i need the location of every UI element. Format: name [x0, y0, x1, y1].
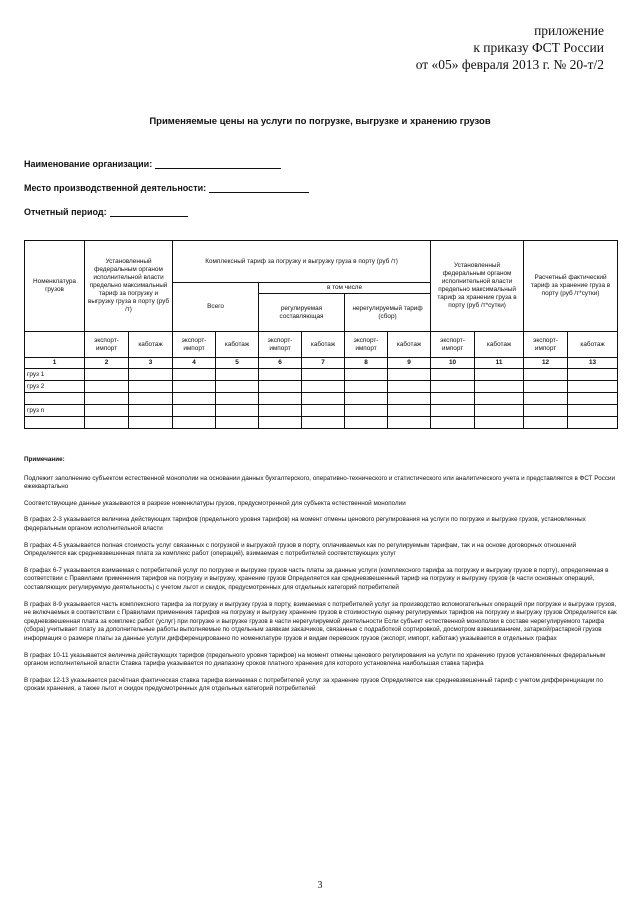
note-paragraph: В графах 12-13 указывается расчётная фактическая ставка тарифа взимаемая с потребителей услуг за хранение грузов Определяется как средневзвешенный тариф с учетом дифференциации по срокам хранения, а также льгот и скидок предусмотренных для отдельных категорий потребителей	[24, 676, 604, 693]
note-paragraph: В графах 10-11 указывается величина действующих тарифов (предельного уровня тарифов) на момент отмены ценового регулирования на услуги по хранению грузов установленных федеральным органом исполнительной власти Ставка тарифа указывается по диапазону сроков платного хранения для которого установлена наибольшая ставка тарифа	[24, 651, 606, 668]
header-total: Всего	[173, 283, 259, 332]
column-number: 9	[388, 358, 431, 369]
header-storage-max: Установленный федеральным органом исполнительной власти предельно максимальный тариф за хранение груза в порту (руб /т*сутки)	[431, 241, 524, 332]
organization-label: Наименование организации:	[24, 159, 153, 169]
subheader-cabotage: каботаж	[302, 332, 345, 358]
period-field	[24, 206, 188, 217]
column-number: 10	[431, 358, 475, 369]
header-max-tariff: Установленный федеральным органом исполнительной власти предельно максимальный тариф за погрузку и выгрузку груза в порту (руб /т)	[85, 241, 173, 332]
location-line	[209, 182, 309, 193]
column-number: 7	[302, 358, 345, 369]
header-complex-tariff: Комплексный тариф за погрузку и выгрузку груза в порту (руб /т)	[173, 241, 431, 283]
note-paragraph: Соответствующие данные указываются в разрезе номенклатуры грузов, предусмотренной для субъекта естественной монополии	[24, 499, 406, 507]
subheader-export-import: экспорт-импорт	[173, 332, 216, 358]
column-number: 4	[173, 358, 216, 369]
table-row	[25, 381, 618, 393]
table-row	[25, 393, 618, 405]
column-number: 2	[85, 358, 129, 369]
note-paragraph: В графах 4-5 указывается полная стоимость услуг связанных с погрузкой и выгрузкой грузов в порту, оплачиваемых как по регулируемым тарифам, так и на основе договорных отношений Определяется как средневзвешенная плата за комплекс работ (операций), взимаемая с потребителей соответствующих услуг	[24, 541, 577, 558]
subheader-cabotage: каботаж	[129, 332, 173, 358]
subheader-cabotage: каботаж	[216, 332, 259, 358]
subheader-export-import: экспорт-импорт	[431, 332, 475, 358]
column-number: 6	[259, 358, 302, 369]
location-label: Место производственной деятельности:	[24, 183, 207, 193]
subheader-export-import: экспорт-импорт	[345, 332, 388, 358]
annex-line-1: приложение	[534, 23, 604, 38]
annex-line-2: к приказу ФСТ России	[473, 40, 604, 55]
column-number: 8	[345, 358, 388, 369]
header-cargo: Номенклатура грузов	[25, 241, 85, 332]
subheader-export-import: экспорт-импорт	[259, 332, 302, 358]
column-number: 13	[568, 358, 618, 369]
subheader-export-import: экспорт-импорт	[524, 332, 568, 358]
subheader-cabotage: каботаж	[388, 332, 431, 358]
subheader-cabotage: каботаж	[568, 332, 618, 358]
cargo-name	[25, 393, 85, 405]
column-number: 11	[475, 358, 524, 369]
header-including: в том числе	[259, 283, 431, 294]
column-number-row	[25, 358, 618, 369]
page-number: 3	[317, 880, 323, 891]
table-row	[25, 369, 618, 381]
column-number: 1	[25, 358, 85, 369]
cargo-name: груз 2	[25, 381, 85, 393]
note-paragraph: В графах 8-9 указывается часть комплексного тарифа за погрузку и выгрузку груза в порту, взимаемая с потребителей услуг за производство вспомогательных операций при погрузке и выгрузке грузов, не включаемых в соответствии с Правилами применения тарифов на погрузку и выгрузку хранение грузов в стоимостную оценку регулируемых тарифов на погрузку и выгрузку грузов Определяется как средневзвешенная плата за комплекс работ (услуг) при погрузке и выгрузке грузов в части нерегулируемой деятельности Если субъект естественной монополии в составе нерегулируемого тарифа (сбора) учитывает плату за дополнительные работы выполняемые по отдельным заявкам заказчиков, связанные с подработкой сортировкой, досмотром взвешиванием, затаркой/растаркой грузов информация о размере платы за данные услуги дифференцированно по номенклатуре грузов и видам перевозок грузов (экспорт, импорт, каботаж) указывается в отдельных графах	[24, 600, 617, 642]
cargo-name: груз 1	[25, 369, 85, 381]
location-field	[24, 182, 309, 193]
cargo-name: груз n	[25, 405, 85, 417]
annex-line-3: от «05» февраля 2013 г. № 20-т/2	[415, 57, 604, 72]
column-number: 12	[524, 358, 568, 369]
note-paragraph: В графах 6-7 указывается взимаемая с потребителей услуг по погрузке и выгрузке грузов часть платы за данные услуги (комплексного тарифа за погрузку и выгрузку грузов в порту), определяемая в соответствии с Правилами применения тарифов на погрузку и выгрузку, хранение грузов Определяется как средневзвешенный тариф на погрузку и выгрузку грузов (в части основных операций, составляющих регулируемую деятельность) с учетом льгот и скидок, предусмотренных для отдельных категорий потребителей	[24, 566, 609, 591]
rates-table	[24, 240, 618, 429]
header-regulated: регулируемая составляющая	[259, 294, 345, 332]
cargo-name	[25, 417, 85, 429]
annex-header	[384, 22, 604, 73]
note-paragraph: В графах 2-3 указывается величина действующих тарифов (предельного уровня тарифов) на момент отмены ценового регулирования на услуги по погрузке и выгрузке грузов, установленных федеральным органом исполнительной власти	[24, 516, 586, 532]
subheader-cabotage: каботаж	[475, 332, 524, 358]
header-storage-actual: Расчетный фактический тариф за хранение груза в порту (руб /т*сутки)	[524, 241, 618, 332]
column-number: 3	[129, 358, 173, 369]
period-line	[110, 206, 188, 217]
notes-section	[24, 456, 618, 702]
notes-title: Примечание:	[24, 456, 65, 463]
table-row	[25, 405, 618, 417]
note-paragraph: Подлежит заполнению субъектом естественной монополии на основании данных бухгалтерского, оперативно-технического и статистического или аналитического учета и представляется в ФСТ России ежеквартально	[24, 474, 616, 491]
organization-field	[24, 158, 281, 169]
period-label: Отчетный период:	[24, 207, 107, 217]
header-unregulated: нерегулируемый тариф (сбор)	[345, 294, 431, 332]
organization-line	[155, 158, 281, 169]
subheader-export-import: экспорт-импорт	[85, 332, 129, 358]
column-number: 5	[216, 358, 259, 369]
document-title: Применяемые цены на услуги по погрузке, выгрузке и хранению грузов	[149, 116, 491, 127]
table-row	[25, 417, 618, 429]
